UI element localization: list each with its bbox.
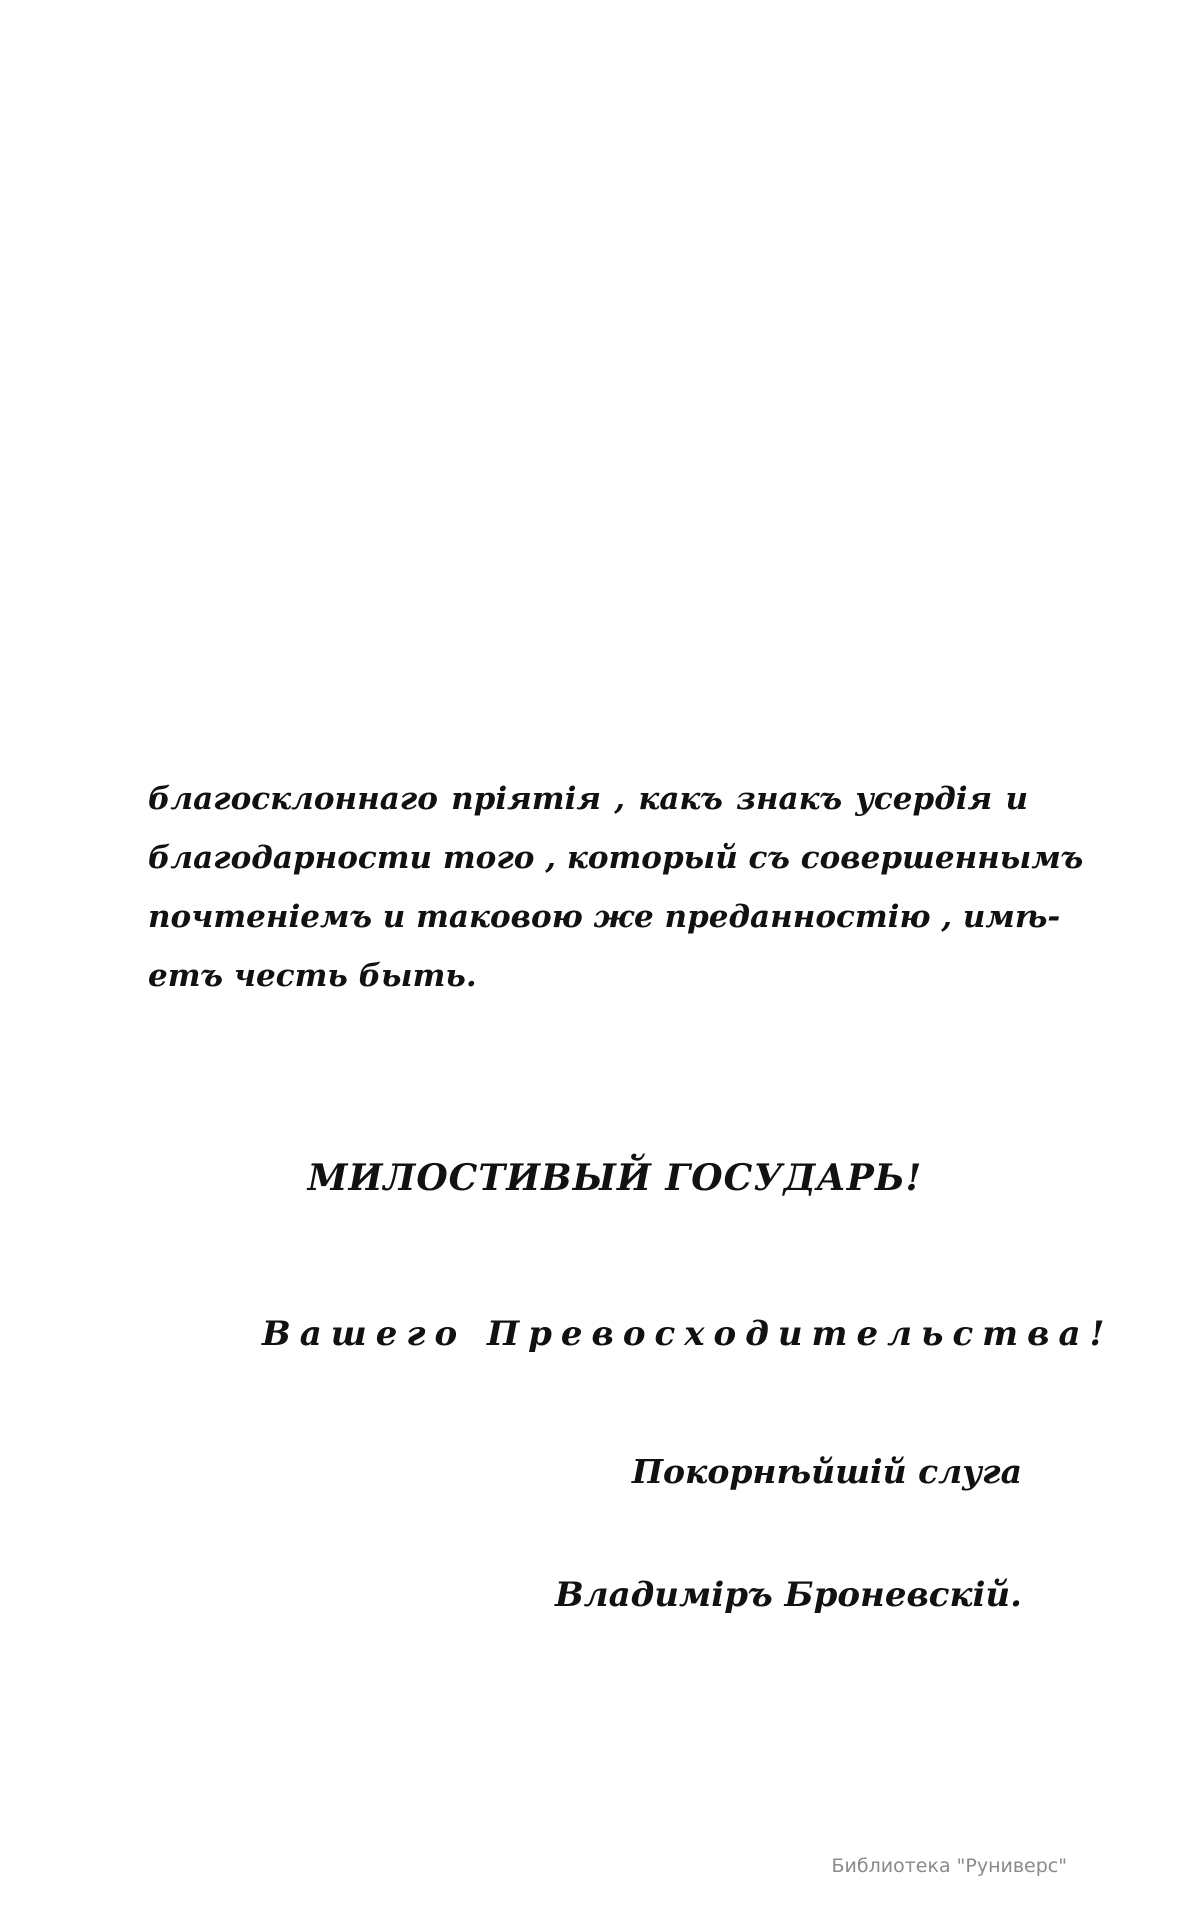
body-line: благосклоннаго прiятiя , какъ знакъ усердiя и <box>148 781 1028 817</box>
library-watermark: Библиотека "Руниверс" <box>831 1855 1067 1877</box>
body-line: етъ честь быть. <box>148 958 477 994</box>
body-line: благодарности того , который съ совершеннымъ <box>148 840 1084 876</box>
closing-servant: Покорнѣйшiй слуга <box>631 1452 1022 1491</box>
body-line: почтенiемъ и таковою же преданностiю , имѣ- <box>148 899 1061 935</box>
salutation-heading: МИЛОСТИВЫЙ ГОСУДАРЬ! <box>307 1157 923 1199</box>
excellency-line: Вашего Превосходительства! <box>262 1314 1114 1354</box>
body-paragraph <box>148 770 1084 1006</box>
signature-name: Владимiръ Броневскiй. <box>554 1575 1022 1615</box>
